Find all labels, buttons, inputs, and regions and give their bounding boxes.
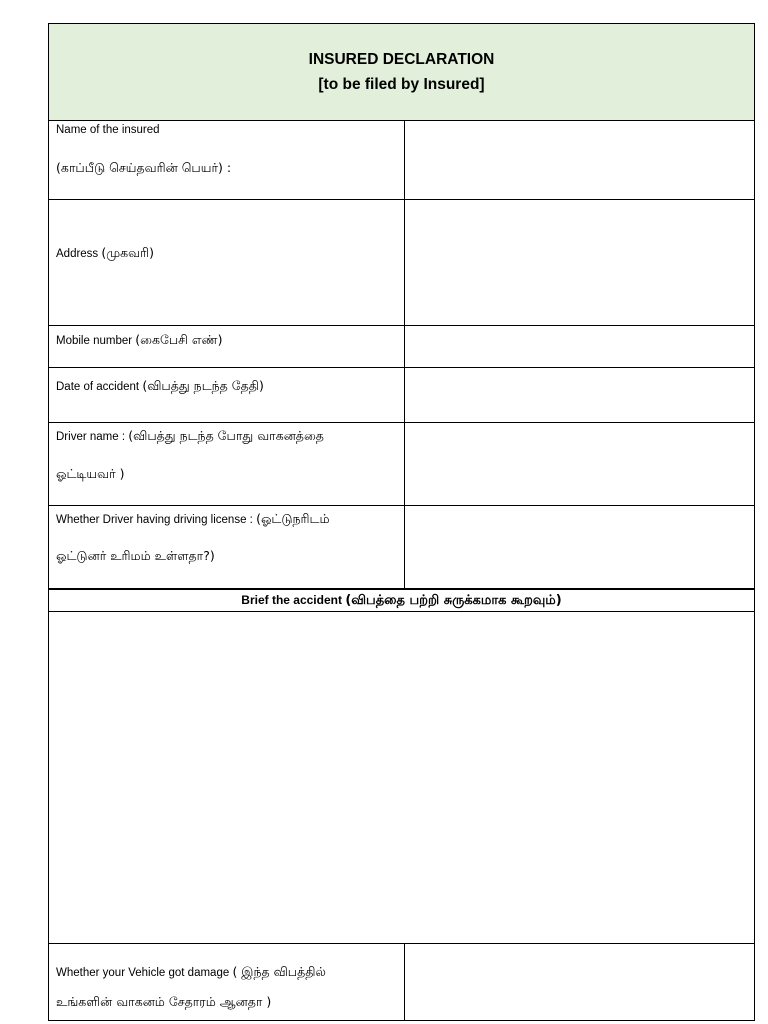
insured-name-label-en: Name of the insured bbox=[56, 124, 160, 136]
vehicle-damage-label-ta-2: உங்களின் வாகனம் சேதாரம் ஆனதா ) bbox=[56, 994, 272, 1009]
accident-date-label-ta: (விபத்து நடந்த தேதி) bbox=[142, 378, 264, 393]
brief-accident-field[interactable] bbox=[49, 612, 754, 944]
accident-date-label-en: Date of accident bbox=[56, 381, 143, 393]
brief-accident-heading-ta: (விபத்தை பற்றி சுருக்கமாக கூறவும்) bbox=[345, 593, 562, 608]
address-label bbox=[49, 200, 405, 325]
form-subtitle: [to be filed by Insured] bbox=[318, 76, 485, 93]
mobile-label-en: Mobile number bbox=[56, 335, 136, 347]
vehicle-damage-label-en: Whether your Vehicle got damage bbox=[56, 967, 233, 979]
address-label-ta: (முகவரி) bbox=[101, 245, 154, 260]
driving-license-label bbox=[49, 506, 405, 588]
driver-name-field[interactable] bbox=[405, 423, 754, 505]
driving-license-label-ta-2: ஓட்டுனர் உரிமம் உள்ளதா?) bbox=[56, 548, 215, 563]
row-address bbox=[49, 200, 754, 326]
row-vehicle-damage bbox=[49, 944, 754, 1020]
row-driving-license bbox=[49, 506, 754, 588]
address-field[interactable] bbox=[405, 200, 754, 325]
mobile-label-ta: (கைபேசி எண்) bbox=[135, 332, 223, 347]
mobile-label bbox=[49, 326, 405, 367]
accident-date-label bbox=[49, 368, 405, 422]
brief-accident-heading-en: Brief the accident bbox=[241, 593, 346, 607]
vehicle-damage-label bbox=[49, 944, 405, 1020]
driver-name-label-en: Driver name : bbox=[56, 431, 129, 443]
driving-license-label-en: Whether Driver having driving license : bbox=[56, 514, 257, 526]
driver-name-label bbox=[49, 423, 405, 505]
form-header bbox=[49, 24, 754, 121]
row-mobile bbox=[49, 326, 754, 368]
insured-name-field[interactable] bbox=[405, 121, 754, 199]
driving-license-field[interactable] bbox=[405, 506, 754, 588]
accident-date-field[interactable] bbox=[405, 368, 754, 422]
driver-name-label-ta: (விபத்து நடந்த போது வாகனத்தை bbox=[128, 428, 324, 443]
address-label-en: Address bbox=[56, 248, 102, 260]
insured-name-label-ta: (காப்பீடு செய்தவரின் பெயர்) : bbox=[56, 160, 232, 175]
insured-declaration-form bbox=[48, 23, 755, 1021]
vehicle-damage-label-ta: ( இந்த விபத்தில் bbox=[232, 964, 326, 979]
driving-license-label-ta: (ஓட்டுநரிடம் bbox=[256, 511, 330, 526]
row-accident-date bbox=[49, 368, 754, 423]
form-title: INSURED DECLARATION bbox=[308, 51, 495, 68]
driver-name-label-ta-2: ஓட்டியவர் ) bbox=[56, 466, 125, 481]
vehicle-damage-field[interactable] bbox=[405, 944, 754, 1020]
mobile-field[interactable] bbox=[405, 326, 754, 367]
row-insured-name bbox=[49, 121, 754, 200]
brief-accident-heading bbox=[49, 588, 754, 612]
row-driver-name bbox=[49, 423, 754, 506]
insured-name-label bbox=[49, 121, 405, 199]
